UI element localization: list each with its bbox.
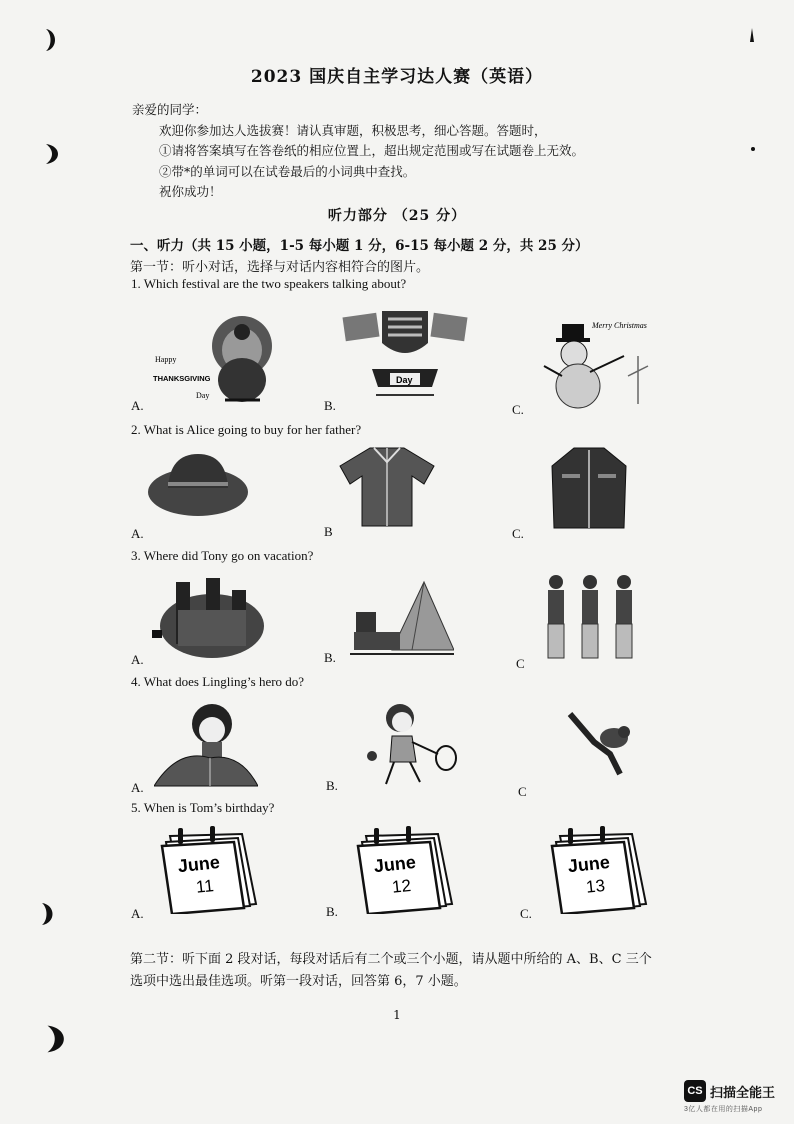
option-label[interactable]: B (324, 524, 333, 539)
thanksgiving-text: Happy (155, 355, 177, 364)
calendar-month: June (566, 851, 611, 877)
merry-christmas-text: Merry Christmas (592, 321, 647, 330)
instruction-line: ①请将答案填写在答卷纸的相应位置上，超出规定范围或写在试题卷上无效。 (159, 143, 585, 158)
thanksgiving-text: Day (196, 391, 210, 400)
option-label[interactable]: A. (131, 906, 144, 921)
option-label[interactable]: B. (326, 778, 338, 793)
calendar-june-11-image (160, 826, 258, 914)
tennis-player-image (362, 698, 462, 788)
option-label[interactable]: A. (131, 652, 144, 667)
calendar-june-13-image (550, 826, 648, 914)
question-4: 4. What does Lingling’s hero do? (131, 674, 305, 689)
section-title: 听力部分 （25 分） (327, 208, 467, 224)
greeting: 亲爱的同学： (132, 102, 208, 117)
thanksgiving-text: THANKSGIVING (153, 374, 211, 383)
independence-day-flags-image (342, 305, 468, 403)
part1-subheading: 第一节：听小对话，选择与对话内容相符合的图片。 (130, 260, 430, 275)
scanner-watermark (684, 1080, 775, 1114)
question-1: 1. Which festival are the two speakers talking about? (131, 276, 407, 291)
option-label[interactable]: A. (131, 398, 144, 413)
diver-image (564, 708, 636, 778)
shirt-image (338, 444, 436, 528)
calendar-month: June (372, 851, 417, 877)
calendar-month: June (176, 851, 221, 877)
part2-instruction: 选项中选出最佳选项。听第一段对话，回答第 6，7 小题。 (130, 974, 467, 989)
option-label[interactable]: C (518, 784, 527, 799)
watermark-name: 扫描全能王 (710, 1084, 776, 1100)
option-label[interactable]: C. (512, 402, 524, 417)
calendar-day: 13 (585, 875, 606, 897)
girl-reading-image (154, 696, 258, 788)
question-5: 5. When is Tom’s birthday? (131, 800, 275, 815)
option-label[interactable]: C. (520, 906, 532, 921)
margin-mark-icon (748, 28, 756, 42)
binder-hole-icon (36, 900, 58, 928)
page-number: 1 (393, 1008, 401, 1022)
binder-hole-icon (42, 1022, 70, 1056)
calendar-day: 11 (195, 876, 215, 897)
instruction-line: 欢迎你参加达人选拔赛！请认真审题，积极思考，细心答题。答题时， (159, 122, 547, 138)
christmas-snowman-image (528, 316, 662, 412)
terracotta-warriors-image (540, 572, 640, 662)
hat-image (146, 448, 250, 520)
day-banner-text: Day (396, 375, 413, 385)
option-label[interactable]: B. (324, 398, 336, 413)
page-title: 2023 国庆自主学习达人赛（英语） (250, 67, 544, 87)
camscanner-logo-icon: CS (684, 1080, 706, 1102)
part1-heading: 一、听力（共 15 小题，1-5 每小题 1 分，6-15 每小题 2 分，共 25 分） (130, 238, 589, 254)
pyramid-sphinx-image (350, 576, 454, 658)
thanksgiving-turkey-image (150, 302, 280, 408)
instruction-line: 祝你成功！ (159, 184, 222, 199)
option-label[interactable]: A. (131, 526, 144, 541)
castle-image (148, 570, 266, 662)
watermark-tagline: 3亿人都在用的扫描App (684, 1106, 763, 1113)
margin-mark-icon (750, 146, 756, 152)
jacket-image (548, 444, 630, 530)
calendar-june-12-image (356, 826, 454, 914)
option-label[interactable]: B. (324, 650, 336, 665)
instructions (132, 100, 584, 203)
option-label[interactable]: B. (326, 904, 338, 919)
calendar-day: 12 (391, 875, 412, 897)
option-label[interactable]: A. (131, 780, 144, 795)
instruction-line: ②带*的单词可以在试卷最后的小词典中查找。 (159, 163, 416, 179)
option-label[interactable]: C (516, 656, 525, 671)
option-label[interactable]: C. (512, 526, 524, 541)
binder-hole-icon (40, 26, 62, 54)
part2-instruction: 第二节：听下面 2 段对话，每段对话后有二个或三个小题，请从题中所给的 A、B、C 三个 (130, 952, 652, 967)
question-3: 3. Where did Tony go on vacation? (131, 548, 314, 563)
question-2: 2. What is Alice going to buy for her father? (131, 422, 362, 437)
binder-hole-icon (42, 140, 64, 168)
